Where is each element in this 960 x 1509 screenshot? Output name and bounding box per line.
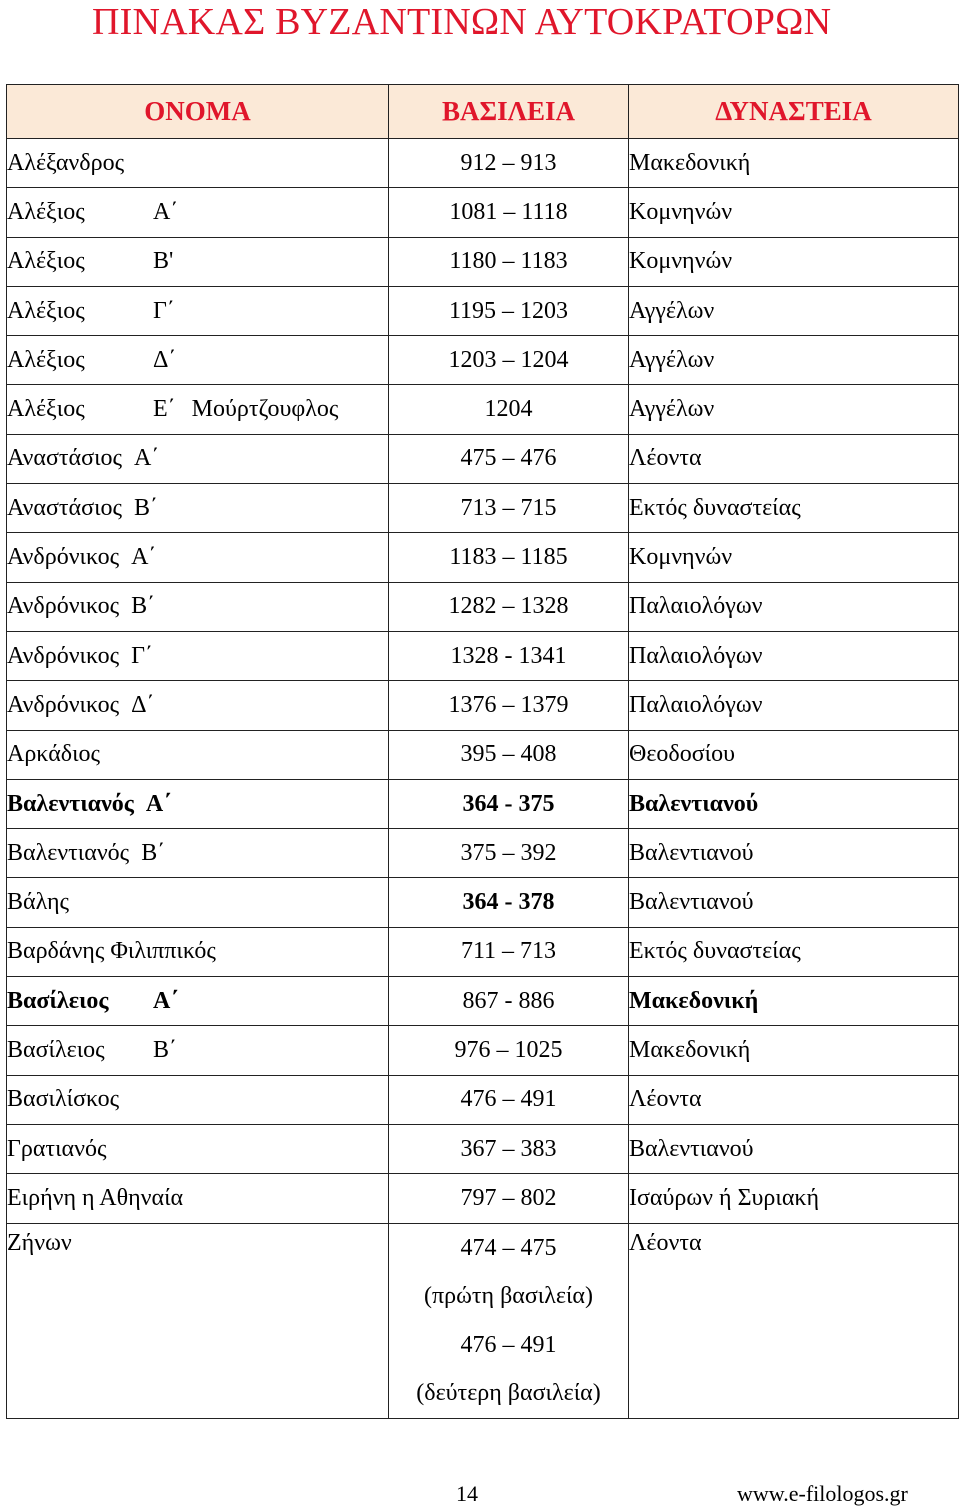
emperor-numeral: Γ΄ — [131, 642, 153, 669]
emperor-numeral: Γ΄ — [153, 297, 175, 324]
cell-name — [7, 681, 389, 730]
cell-reign: 1282 – 1328 — [389, 582, 629, 631]
name-wrap — [7, 1136, 388, 1163]
name-wrap — [7, 248, 388, 275]
cell-dynasty: Βαλεντιανού — [629, 829, 959, 878]
cell-reign: 364 - 375 — [389, 779, 629, 828]
cell-reign: 797 – 802 — [389, 1174, 629, 1223]
cell-reign: 367 – 383 — [389, 1124, 629, 1173]
cell-dynasty: Μακεδονική — [629, 1026, 959, 1075]
emperor-name: Αλέξιος — [7, 248, 85, 275]
table-row — [7, 829, 959, 878]
emperor-name: Αρκάδιος — [7, 741, 101, 768]
cell-dynasty: Κομνηνών — [629, 237, 959, 286]
emperor-numeral: Β΄ — [141, 839, 166, 866]
header-dynasty: ΔΥΝΑΣΤΕΙΑ — [629, 85, 959, 139]
emperor-numeral: Δ΄ — [131, 691, 155, 718]
emperor-name: Ανδρόνικος — [7, 642, 120, 669]
emperor-numeral: Δ΄ — [153, 346, 177, 373]
cell-reign: 711 – 713 — [389, 927, 629, 976]
cell-name — [7, 188, 389, 237]
name-wrap — [7, 1037, 388, 1064]
table-row — [7, 286, 959, 335]
emperor-name: Γρατιανός — [7, 1135, 107, 1162]
table-row — [7, 533, 959, 582]
table-row — [7, 1075, 959, 1124]
table-row — [7, 927, 959, 976]
name-wrap — [7, 741, 388, 768]
cell-reign: 475 – 476 — [389, 434, 629, 483]
cell-reign: 1081 – 1118 — [389, 188, 629, 237]
table-row — [7, 336, 959, 385]
name-wrap — [7, 988, 388, 1015]
cell-reign: 912 – 913 — [389, 139, 629, 188]
cell-name — [7, 139, 389, 188]
cell-dynasty: Βαλεντιανού — [629, 878, 959, 927]
cell-dynasty: Λέοντα — [629, 434, 959, 483]
emperor-name: Βάλης — [7, 889, 70, 916]
cell-dynasty: Εκτός δυναστείας — [629, 484, 959, 533]
table-row — [7, 1026, 959, 1075]
name-wrap — [7, 889, 388, 916]
cell-name — [7, 927, 389, 976]
emperor-name: Βασίλειος — [7, 1036, 105, 1063]
name-wrap — [7, 347, 388, 374]
reign-line: 476 – 491 — [460, 1331, 557, 1358]
name-wrap — [7, 791, 388, 818]
emperor-numeral: Β΄ — [153, 1036, 177, 1063]
name-wrap — [7, 840, 388, 867]
cell-name — [7, 1026, 389, 1075]
reign-line: (δεύτερη βασιλεία) — [416, 1380, 601, 1407]
name-wrap — [7, 396, 388, 423]
table-body — [7, 139, 959, 1419]
cell-name — [7, 286, 389, 335]
cell-dynasty: Αγγέλων — [629, 385, 959, 434]
emperor-numeral: Α΄ — [131, 544, 157, 571]
reign-line: (πρώτη βασιλεία) — [424, 1283, 593, 1310]
cell-name — [7, 977, 389, 1026]
name-wrap — [7, 199, 388, 226]
table-row — [7, 237, 959, 286]
cell-reign: 1195 – 1203 — [389, 286, 629, 335]
cell-name — [7, 434, 389, 483]
table-row — [7, 582, 959, 631]
emperor-name: Βασίλειος — [7, 987, 109, 1014]
table-row — [7, 139, 959, 188]
cell-dynasty: Βαλεντιανού — [629, 779, 959, 828]
table-row — [7, 188, 959, 237]
cell-reign: 1203 – 1204 — [389, 336, 629, 385]
table-row — [7, 484, 959, 533]
emperor-numeral: Ε΄ — [153, 396, 176, 423]
emperor-name: Βαλεντιανός — [7, 839, 130, 866]
cell-name — [7, 829, 389, 878]
cell-reign: 1328 - 1341 — [389, 631, 629, 680]
cell-reign: 1180 – 1183 — [389, 237, 629, 286]
cell-reign: 713 – 715 — [389, 484, 629, 533]
emperor-epithet: Μούρτζουφλος — [191, 396, 339, 423]
name-wrap — [7, 445, 388, 472]
cell-name — [7, 1124, 389, 1173]
emperor-name: Αλέξανδρος — [7, 149, 125, 176]
cell-dynasty: Αγγέλων — [629, 286, 959, 335]
emperor-numeral: Α΄ — [153, 198, 179, 225]
emperors-table — [6, 84, 959, 1419]
table-row — [7, 681, 959, 730]
cell-dynasty: Βαλεντιανού — [629, 1124, 959, 1173]
cell-reign: 476 – 491 — [389, 1075, 629, 1124]
table-row — [7, 385, 959, 434]
cell-name — [7, 1174, 389, 1223]
emperor-numeral: Β' — [153, 248, 174, 275]
cell-reign: 1204 — [389, 385, 629, 434]
table-row — [7, 434, 959, 483]
emperor-name: Βαρδάνης Φιλιππικός — [7, 938, 216, 965]
reign-line: 474 – 475 — [460, 1234, 557, 1261]
table-row — [7, 1174, 959, 1223]
table-row — [7, 1124, 959, 1173]
name-wrap — [7, 593, 388, 620]
cell-dynasty: Θεοδοσίου — [629, 730, 959, 779]
cell-name — [7, 385, 389, 434]
cell-reign: 375 – 392 — [389, 829, 629, 878]
emperor-name: Αναστάσιος — [7, 494, 123, 521]
cell-dynasty: Λέοντα — [629, 1223, 959, 1418]
cell-reign: 364 - 378 — [389, 878, 629, 927]
name-wrap — [7, 495, 388, 522]
cell-reign: 395 – 408 — [389, 730, 629, 779]
name-wrap — [7, 1086, 388, 1113]
emperor-name: Βαλεντιανός — [7, 790, 134, 817]
cell-name — [7, 336, 389, 385]
table-row — [7, 631, 959, 680]
cell-name — [7, 484, 389, 533]
cell-name: Ζήνων — [7, 1223, 389, 1418]
emperor-name: Βασιλίσκος — [7, 1086, 120, 1113]
cell-reign: 867 - 886 — [389, 977, 629, 1026]
table-row — [7, 1223, 959, 1418]
emperor-numeral: Α΄ — [153, 987, 179, 1014]
cell-name — [7, 779, 389, 828]
emperor-name: Ανδρόνικος — [7, 544, 120, 571]
cell-name — [7, 730, 389, 779]
name-wrap — [7, 643, 388, 670]
cell-dynasty: Παλαιολόγων — [629, 681, 959, 730]
cell-reign: 976 – 1025 — [389, 1026, 629, 1075]
emperor-name: Ανδρόνικος — [7, 593, 120, 620]
cell-reign — [389, 1223, 629, 1418]
name-wrap — [7, 1185, 388, 1212]
table-row — [7, 730, 959, 779]
emperor-name: Ανδρόνικος — [7, 691, 120, 718]
emperor-name: Αλέξιος — [7, 346, 85, 373]
emperor-name: Αλέξιος — [7, 198, 85, 225]
emperor-numeral: Β΄ — [131, 593, 156, 620]
page-title: ΠΙΝΑΚΑΣ ΒΥΖΑΝΤΙΝΩΝ ΑΥΤΟΚΡΑΤΟΡΩΝ — [92, 1, 832, 43]
cell-dynasty: Μακεδονική — [629, 977, 959, 1026]
name-wrap — [7, 544, 388, 571]
cell-name — [7, 533, 389, 582]
cell-dynasty: Αγγέλων — [629, 336, 959, 385]
cell-name — [7, 237, 389, 286]
cell-name — [7, 631, 389, 680]
cell-dynasty: Ισαύρων ή Συριακή — [629, 1174, 959, 1223]
page-number: 14 — [456, 1481, 478, 1506]
cell-dynasty: Κομνηνών — [629, 188, 959, 237]
cell-name — [7, 1075, 389, 1124]
emperor-numeral: Α΄ — [145, 790, 172, 817]
cell-dynasty: Παλαιολόγων — [629, 582, 959, 631]
cell-dynasty: Λέοντα — [629, 1075, 959, 1124]
website-footer: www.e-filologos.gr — [737, 1481, 908, 1506]
cell-dynasty: Παλαιολόγων — [629, 631, 959, 680]
cell-dynasty: Μακεδονική — [629, 139, 959, 188]
header-reign: ΒΑΣΙΛΕΙΑ — [389, 85, 629, 139]
cell-dynasty: Εκτός δυναστείας — [629, 927, 959, 976]
emperor-name: Αλέξιος — [7, 396, 85, 423]
name-wrap — [7, 150, 388, 177]
cell-reign: 1376 – 1379 — [389, 681, 629, 730]
name-wrap — [7, 298, 388, 325]
name-wrap — [7, 692, 388, 719]
table-row — [7, 878, 959, 927]
emperor-name: Αλέξιος — [7, 297, 85, 324]
cell-reign: 1183 – 1185 — [389, 533, 629, 582]
cell-dynasty: Κομνηνών — [629, 533, 959, 582]
emperor-numeral: Α΄ — [134, 445, 160, 472]
emperor-name: Ειρήνη η Αθηναία — [7, 1184, 184, 1211]
table-header-row — [7, 85, 959, 139]
table-row — [7, 779, 959, 828]
header-name: ΟΝΟΜΑ — [7, 85, 389, 139]
cell-name — [7, 582, 389, 631]
cell-name — [7, 878, 389, 927]
table-row — [7, 977, 959, 1026]
emperor-name: Αναστάσιος — [7, 445, 123, 472]
name-wrap — [7, 938, 388, 965]
emperor-numeral: Β΄ — [134, 494, 159, 521]
